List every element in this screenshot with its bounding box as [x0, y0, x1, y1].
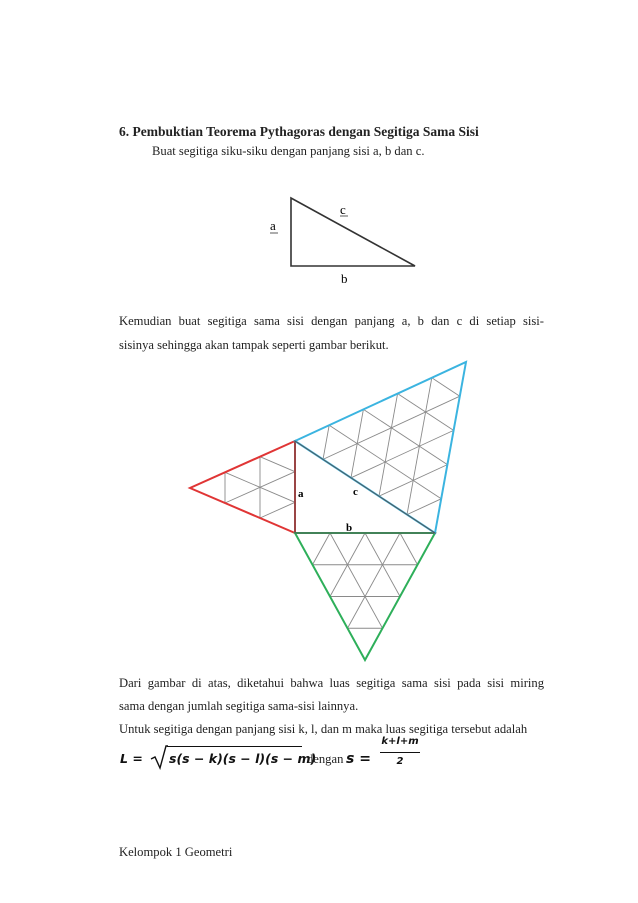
triangle-grid-lines	[225, 378, 460, 628]
label-a: a	[270, 218, 276, 233]
grid-line	[313, 533, 331, 565]
intro-text: Buat segitiga siku-siku dengan panjang sisi a, b dan c.	[152, 144, 425, 158]
grid-line	[407, 499, 441, 515]
central-right-triangle	[295, 441, 435, 533]
area-lhs: L =	[120, 751, 143, 766]
label-b: b	[341, 271, 348, 286]
s-denominator: 2	[396, 756, 404, 767]
s-lhs: s =	[346, 751, 371, 767]
grid-line	[329, 425, 441, 499]
formula-connector: dengan	[307, 752, 344, 766]
sqrt-radical-icon	[150, 744, 168, 770]
equilateral-triangle-side-a	[190, 441, 295, 533]
footer-text: Kelompok 1 Geometri	[119, 845, 233, 859]
sqrt-bar	[167, 746, 302, 747]
equilateral-triangle-side-c	[295, 362, 466, 533]
fig2-label-b: b	[346, 522, 353, 534]
grid-line	[260, 457, 295, 472]
para3-line2: sama dengan jumlah segitiga sama-sisi lainnya.	[119, 699, 359, 713]
para4-text: Untuk segitiga dengan panjang sisi k, l, dan m maka luas segitiga tersebut adalah	[119, 722, 528, 736]
para2-line2: sisinya sehingga akan tampak seperti gambar berikut.	[119, 338, 389, 352]
label-c: c	[340, 202, 346, 217]
fig2-label-c: c	[353, 486, 358, 498]
grid-line	[330, 533, 383, 628]
fraction-bar	[380, 752, 420, 753]
grid-line	[323, 425, 329, 459]
grid-line	[348, 533, 401, 628]
grid-line	[351, 430, 454, 477]
section-heading: 6. Pembuktian Teorema Pythagoras dengan Segitiga Sama Sisi	[119, 124, 479, 139]
grid-line	[400, 533, 418, 565]
para3-line1: Dari gambar di atas, diketahui bahwa luas segitiga sama sisi pada sisi miring	[119, 676, 544, 690]
grid-line	[379, 394, 398, 497]
grid-line	[323, 396, 460, 459]
grid-line	[260, 502, 295, 518]
grid-line	[407, 378, 432, 515]
para2-line1: Kemudian buat segitiga sama sisi dengan panjang a, b dan c di setiap sisi-	[119, 314, 544, 328]
area-radicand: s(s − k)(s − l)(s − m)	[169, 751, 317, 766]
fig2-label-a: a	[298, 488, 304, 500]
grid-line	[432, 378, 460, 396]
s-numerator: k+l+m	[381, 736, 419, 747]
